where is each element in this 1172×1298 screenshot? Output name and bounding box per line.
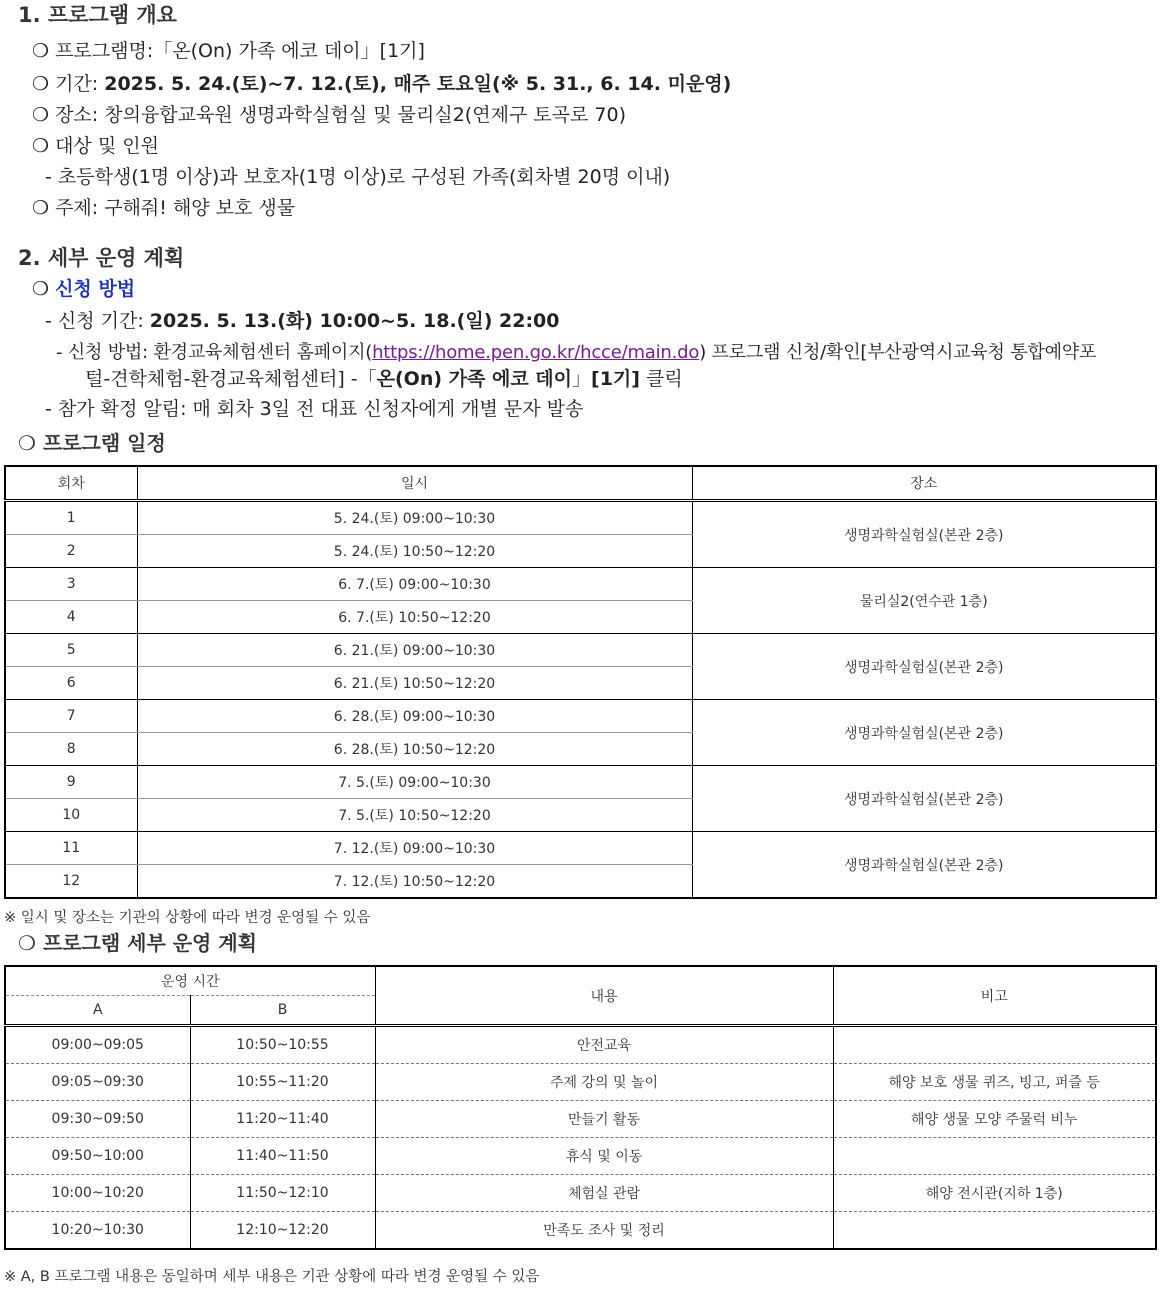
activity-remark: 해양 전시관(지하 1층) (833, 1175, 1156, 1212)
activity-content: 체험실 관람 (375, 1175, 833, 1212)
round-number: 8 (5, 733, 137, 766)
apply-method-click: 클릭 (639, 368, 683, 390)
time-b: 11:20~11:40 (190, 1101, 375, 1138)
round-place: 생명과학실험실(본관 2층) (692, 501, 1156, 568)
table-row (5, 501, 1156, 535)
table-row (5, 766, 1156, 799)
program-topic: ❍ 주제: 구해줘! 해양 보호 생물 (32, 197, 296, 219)
schedule-table (4, 465, 1157, 899)
schedule-note: ※ 일시 및 장소는 기관의 상황에 따라 변경 운영될 수 있음 (4, 910, 371, 926)
target-detail: - 초등학생(1명 이상)과 보호자(1명 이상)로 구성된 가족(회차별 20명 이내) (45, 166, 671, 188)
round-datetime: 6. 21.(토) 10:50~12:20 (137, 667, 692, 700)
round-datetime: 7. 5.(토) 09:00~10:30 (137, 766, 692, 799)
col-header-remark: 비고 (833, 966, 1156, 1026)
col-header-b: B (190, 996, 375, 1026)
apply-method-prefix: - 신청 방법: 환경교육체험센터 홈페이지( (56, 342, 373, 363)
activity-remark (833, 1212, 1156, 1250)
round-datetime: 6. 7.(토) 10:50~12:20 (137, 601, 692, 634)
round-number: 5 (5, 634, 137, 667)
round-datetime: 5. 24.(토) 10:50~12:20 (137, 535, 692, 568)
apply-method-line2-prefix: 털-견학체험-환경교육체험센터] -「 (85, 368, 377, 390)
round-datetime: 5. 24.(토) 09:00~10:30 (137, 501, 692, 535)
col-header-datetime: 일시 (137, 466, 692, 501)
round-datetime: 6. 28.(토) 10:50~12:20 (137, 733, 692, 766)
col-header-a: A (5, 996, 190, 1026)
section1-title: 1. 프로그램 개요 (18, 3, 177, 27)
table-row (5, 1212, 1156, 1250)
time-a: 09:00~09:05 (5, 1026, 190, 1064)
activity-remark (833, 1026, 1156, 1064)
round-place: 생명과학실험실(본관 2층) (692, 832, 1156, 899)
homepage-link[interactable]: https://home.pen.go.kr/hcce/main.do (372, 342, 700, 363)
round-place: 생명과학실험실(본관 2층) (692, 766, 1156, 832)
apply-method-line2 (85, 366, 683, 392)
round-datetime: 6. 21.(토) 09:00~10:30 (137, 634, 692, 667)
apply-period-label: - 신청 기간: (45, 310, 150, 332)
apply-period-value: 2025. 5. 13.(화) 10:00~5. 18.(일) 22:00 (149, 310, 560, 332)
table-row (5, 700, 1156, 733)
round-datetime: 7. 12.(토) 09:00~10:30 (137, 832, 692, 865)
apply-method (56, 340, 1096, 366)
target-heading: ❍ 대상 및 인원 (32, 135, 159, 157)
round-number: 11 (5, 832, 137, 865)
round-place: 생명과학실험실(본관 2층) (692, 634, 1156, 700)
table-row (5, 1175, 1156, 1212)
table-row (5, 1026, 1156, 1064)
period-label: ❍ 기간: (32, 73, 105, 95)
round-place: 생명과학실험실(본관 2층) (692, 700, 1156, 766)
plan-note: ※ A, B 프로그램 내용은 동일하며 세부 내용은 기관 상황에 따라 변경 운영될 수 있음 (4, 1269, 540, 1285)
time-a: 09:30~09:50 (5, 1101, 190, 1138)
round-datetime: 6. 28.(토) 09:00~10:30 (137, 700, 692, 733)
time-a: 10:00~10:20 (5, 1175, 190, 1212)
section2-title: 2. 세부 운영 계획 (18, 246, 185, 270)
period-value: 2025. 5. 24.(토)~7. 12.(토), 매주 토요일(※ 5. 31., 6. 14. 미운영) (104, 73, 732, 95)
col-header-time: 운영 시간 (5, 966, 375, 996)
apply-heading-text: 신청 방법 (55, 278, 136, 300)
table-row (5, 1064, 1156, 1101)
apply-method-program: 온(On) 가족 에코 데이 (376, 368, 572, 390)
time-b: 10:55~11:20 (190, 1064, 375, 1101)
confirm-notice: - 참가 확정 알림: 매 회차 3일 전 대표 신청자에게 개별 문자 발송 (45, 398, 584, 420)
round-datetime: 6. 7.(토) 09:00~10:30 (137, 568, 692, 601)
apply-period (45, 308, 559, 334)
activity-remark (833, 1138, 1156, 1175)
apply-heading-bullet: ❍ (32, 278, 56, 300)
activity-content: 휴식 및 이동 (375, 1138, 833, 1175)
round-number: 10 (5, 799, 137, 832)
round-number: 12 (5, 865, 137, 899)
time-a: 09:05~09:30 (5, 1064, 190, 1101)
time-b: 11:40~11:50 (190, 1138, 375, 1175)
round-number: 1 (5, 501, 137, 535)
time-b: 10:50~10:55 (190, 1026, 375, 1064)
program-place: ❍ 장소: 창의융합교육원 생명과학실험실 및 물리실2(연제구 토곡로 70) (32, 104, 627, 126)
round-datetime: 7. 12.(토) 10:50~12:20 (137, 865, 692, 899)
time-b: 12:10~12:20 (190, 1212, 375, 1250)
col-header-content: 내용 (375, 966, 833, 1026)
round-number: 7 (5, 700, 137, 733)
round-number: 4 (5, 601, 137, 634)
activity-remark: 해양 생물 모양 주물럭 비누 (833, 1101, 1156, 1138)
round-number: 9 (5, 766, 137, 799)
activity-content: 만족도 조사 및 정리 (375, 1212, 833, 1250)
program-period (32, 71, 731, 97)
schedule-heading: ❍ 프로그램 일정 (18, 431, 166, 455)
col-header-round: 회차 (5, 466, 137, 501)
activity-content: 주제 강의 및 놀이 (375, 1064, 833, 1101)
table-row (5, 634, 1156, 667)
round-number: 6 (5, 667, 137, 700)
program-name: ❍ 프로그램명:「온(On) 가족 에코 데이」[1기] (32, 40, 425, 62)
table-row (5, 1138, 1156, 1175)
table-row (5, 832, 1156, 865)
time-b: 11:50~12:10 (190, 1175, 375, 1212)
activity-content: 안전교육 (375, 1026, 833, 1064)
col-header-place: 장소 (692, 466, 1156, 501)
round-datetime: 7. 5.(토) 10:50~12:20 (137, 799, 692, 832)
round-place: 물리실2(연수관 1층) (692, 568, 1156, 634)
plan-heading: ❍ 프로그램 세부 운영 계획 (18, 931, 257, 955)
activity-remark: 해양 보호 생물 퀴즈, 빙고, 퍼즐 등 (833, 1064, 1156, 1101)
plan-table (4, 965, 1157, 1250)
apply-method-bracket: 」 (572, 368, 592, 390)
round-number: 3 (5, 568, 137, 601)
time-a: 09:50~10:00 (5, 1138, 190, 1175)
table-row (5, 568, 1156, 601)
time-a: 10:20~10:30 (5, 1212, 190, 1250)
round-number: 2 (5, 535, 137, 568)
apply-heading (32, 276, 135, 302)
apply-method-suffix: ) 프로그램 신청/확인[부산광역시교육청 통합예약포 (699, 342, 1097, 363)
apply-method-term: [1기] (591, 368, 640, 390)
table-row (5, 1101, 1156, 1138)
activity-content: 만들기 활동 (375, 1101, 833, 1138)
